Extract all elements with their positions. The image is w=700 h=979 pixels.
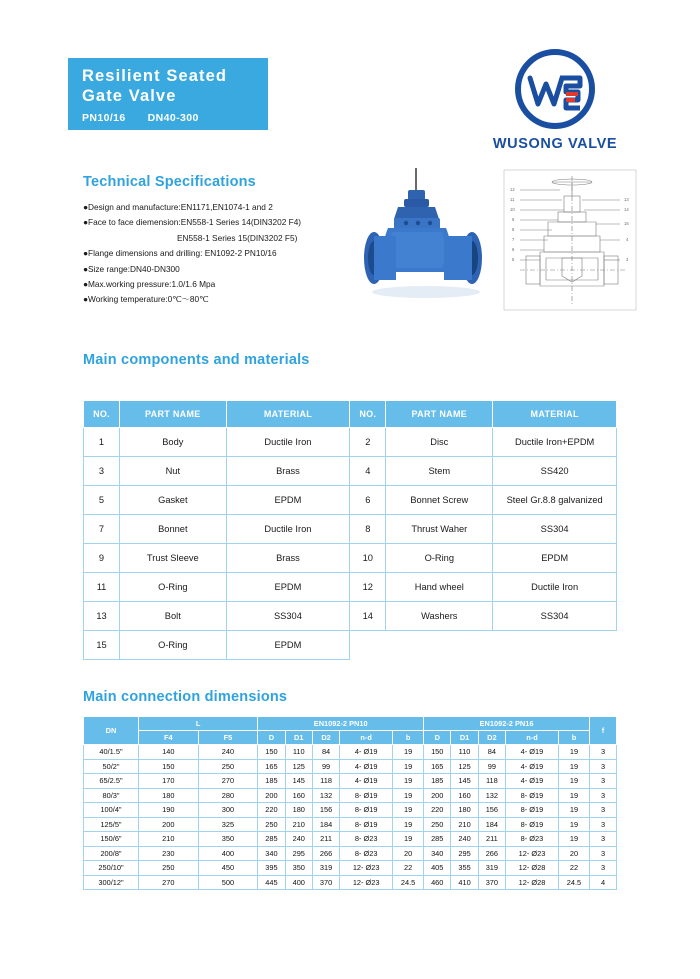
cell-d1-16: 145 <box>451 774 478 789</box>
svg-text:13: 13 <box>624 197 629 202</box>
cell-dn: 80/3" <box>84 788 139 803</box>
col-f5: F5 <box>198 731 258 745</box>
cell-no: 10 <box>350 544 386 573</box>
table-row <box>84 544 617 573</box>
cell-part: Trust Sleeve <box>120 544 227 573</box>
cell-b-10: 19 <box>393 817 424 832</box>
cell-mat: EPDM <box>226 486 350 515</box>
page-header <box>0 0 700 150</box>
cell-d2-16: 156 <box>478 803 505 818</box>
cell-no: 4 <box>350 457 386 486</box>
cell-mat: Ductile Iron <box>226 515 350 544</box>
cell-no: 3 <box>84 457 120 486</box>
company-name: WUSONG VALVE <box>492 136 618 152</box>
svg-text:3: 3 <box>626 257 629 262</box>
cell-no: 9 <box>84 544 120 573</box>
cell-d2-16: 266 <box>478 846 505 861</box>
cell-f4: 150 <box>139 759 199 774</box>
cell-mat: Brass <box>226 544 350 573</box>
cell-dn: 40/1.5" <box>84 745 139 760</box>
cell-d2-10: 84 <box>312 745 339 760</box>
cell-d2-10: 319 <box>312 861 339 876</box>
cell-d16: 340 <box>424 846 451 861</box>
cell-nd-16: 8- Ø23 <box>506 832 559 847</box>
svg-text:4: 4 <box>626 237 629 242</box>
cell-part: Nut <box>120 457 227 486</box>
cell-d2-10: 266 <box>312 846 339 861</box>
spec-item: ●Flange dimensions and drilling: EN1092-2 PN10/16 <box>83 248 277 259</box>
cell-f: 3 <box>590 861 617 876</box>
spec-item: ●Design and manufacture:EN1171,EN1074-1 and 2 <box>83 202 273 212</box>
spec-item: ●Size range:DN40-DN300 <box>83 263 180 274</box>
cell-part: Hand wheel <box>386 573 493 602</box>
cell-part: Stem <box>386 457 493 486</box>
cell-d2-10: 99 <box>312 759 339 774</box>
cell-d1-16: 180 <box>451 803 478 818</box>
cell-d16: 185 <box>424 774 451 789</box>
cell-b-10: 19 <box>393 832 424 847</box>
cell-d1-10: 350 <box>285 861 312 876</box>
cell-f4: 210 <box>139 832 199 847</box>
cell-d1-16: 240 <box>451 832 478 847</box>
dimensions-table <box>83 716 617 890</box>
cell-nd-10: 12- Ø23 <box>340 875 393 890</box>
cell-nd-16: 4- Ø19 <box>506 745 559 760</box>
svg-text:6: 6 <box>512 247 515 252</box>
cell-d1-10: 125 <box>285 759 312 774</box>
cell-d2-16: 370 <box>478 875 505 890</box>
cell-d2-10: 118 <box>312 774 339 789</box>
cell-dn: 65/2.5" <box>84 774 139 789</box>
cell-d1-10: 210 <box>285 817 312 832</box>
table-row <box>84 428 617 457</box>
table-row <box>84 788 617 803</box>
col-dn: DN <box>84 717 139 745</box>
cell-d1-16: 295 <box>451 846 478 861</box>
cell-d2-16: 84 <box>478 745 505 760</box>
svg-text:7: 7 <box>512 237 515 242</box>
svg-text:14: 14 <box>624 207 629 212</box>
col-nd-10: n-d <box>340 731 393 745</box>
cell-nd-10: 4- Ø19 <box>340 759 393 774</box>
dn-range: DN40-300 <box>147 112 199 124</box>
cell-mat: SS304 <box>226 602 350 631</box>
cell-d10: 285 <box>258 832 285 847</box>
cell-f: 3 <box>590 817 617 832</box>
cell-no: 14 <box>350 602 386 631</box>
cell-d10: 200 <box>258 788 285 803</box>
cell-f4: 170 <box>139 774 199 789</box>
cell-part: Bonnet <box>120 515 227 544</box>
table-header-group-row <box>84 717 617 731</box>
table-row <box>84 875 617 890</box>
cell-d1-16: 355 <box>451 861 478 876</box>
cell-b-10: 19 <box>393 788 424 803</box>
cell-part: O-Ring <box>386 544 493 573</box>
col-mat-2: MATERIAL <box>493 401 617 428</box>
cell-b-10: 22 <box>393 861 424 876</box>
table-row <box>84 457 617 486</box>
cell-f: 4 <box>590 875 617 890</box>
cell-f5: 400 <box>198 846 258 861</box>
cell-nd-16: 4- Ø19 <box>506 774 559 789</box>
spec-item: ●Max.working pressure:1.0/1.6 Mpa <box>83 279 216 290</box>
cell-f: 3 <box>590 803 617 818</box>
cell-mat: SS420 <box>493 457 617 486</box>
cell-part: Disc <box>386 428 493 457</box>
table-row <box>84 817 617 832</box>
cell-b-16: 19 <box>558 759 589 774</box>
cell-d1-16: 110 <box>451 745 478 760</box>
cell-nd-16: 12- Ø23 <box>506 846 559 861</box>
cell-mat: Ductile Iron <box>226 428 350 457</box>
col-d1-10: D1 <box>285 731 312 745</box>
table-row <box>84 745 617 760</box>
cell-no: 7 <box>84 515 120 544</box>
product-title-line1: Resilient Seated <box>82 67 228 85</box>
cell-d1-10: 180 <box>285 803 312 818</box>
product-title-sub <box>82 112 258 124</box>
cell-no: 15 <box>84 631 120 660</box>
col-b-10: b <box>393 731 424 745</box>
cell-mat: Steel Gr.8.8 galvanized <box>493 486 617 515</box>
col-nd-16: n-d <box>506 731 559 745</box>
cell-f4: 200 <box>139 817 199 832</box>
cell-part: Body <box>120 428 227 457</box>
table-row <box>84 861 617 876</box>
table-row <box>84 759 617 774</box>
col-part-1: PART NAME <box>120 401 227 428</box>
spec-item-continuation: EN558-1 Series 15(DIN3202 F5) <box>177 232 298 243</box>
cell-nd-10: 8- Ø19 <box>340 817 393 832</box>
cell-d16: 200 <box>424 788 451 803</box>
spec-item: ●Working temperature:0℃～80℃ <box>83 294 209 305</box>
cell-mat: EPDM <box>226 631 350 660</box>
cell-mat: EPDM <box>493 544 617 573</box>
cell-nd-10: 4- Ø19 <box>340 745 393 760</box>
cell-d1-10: 160 <box>285 788 312 803</box>
technical-specifications-list <box>83 200 383 308</box>
col-group-pn10: EN1092-2 PN10 <box>258 717 424 731</box>
cell-mat: EPDM <box>226 573 350 602</box>
cell-dn: 300/12" <box>84 875 139 890</box>
cell-f4: 190 <box>139 803 199 818</box>
svg-text:8: 8 <box>512 227 515 232</box>
col-part-2: PART NAME <box>386 401 493 428</box>
cell-dn: 100/4" <box>84 803 139 818</box>
col-f4: F4 <box>139 731 199 745</box>
svg-text:12: 12 <box>510 187 515 192</box>
cell-f4: 230 <box>139 846 199 861</box>
cell-f5: 270 <box>198 774 258 789</box>
cell-d1-16: 210 <box>451 817 478 832</box>
cell-empty <box>350 631 386 660</box>
cell-d10: 250 <box>258 817 285 832</box>
col-d-16: D <box>424 731 451 745</box>
product-photo <box>348 166 508 321</box>
cell-d10: 165 <box>258 759 285 774</box>
cell-dn: 150/6" <box>84 832 139 847</box>
table-row <box>84 803 617 818</box>
cell-b-16: 19 <box>558 788 589 803</box>
cell-d16: 285 <box>424 832 451 847</box>
cell-d10: 445 <box>258 875 285 890</box>
cell-d10: 220 <box>258 803 285 818</box>
cell-d1-16: 125 <box>451 759 478 774</box>
main-connection-dimensions-heading: Main connection dimensions <box>83 689 288 705</box>
cell-part: Bolt <box>120 602 227 631</box>
cell-b-10: 19 <box>393 745 424 760</box>
cell-no: 12 <box>350 573 386 602</box>
cell-f4: 250 <box>139 861 199 876</box>
col-group-pn16: EN1092-2 PN16 <box>424 717 590 731</box>
col-d2-16: D2 <box>478 731 505 745</box>
cell-b-10: 20 <box>393 846 424 861</box>
cell-b-16: 19 <box>558 832 589 847</box>
cell-empty <box>493 631 617 660</box>
cell-b-10: 24.5 <box>393 875 424 890</box>
cell-d1-16: 410 <box>451 875 478 890</box>
cell-d1-10: 145 <box>285 774 312 789</box>
cell-d2-16: 132 <box>478 788 505 803</box>
table-row <box>84 774 617 789</box>
cell-b-10: 19 <box>393 759 424 774</box>
table-row <box>84 832 617 847</box>
cell-d10: 395 <box>258 861 285 876</box>
cell-f5: 350 <box>198 832 258 847</box>
cell-f4: 270 <box>139 875 199 890</box>
cell-b-16: 19 <box>558 803 589 818</box>
cell-nd-16: 12- Ø28 <box>506 861 559 876</box>
table-row <box>84 631 617 660</box>
cell-d16: 460 <box>424 875 451 890</box>
col-f: f <box>590 717 617 745</box>
col-group-l: L <box>139 717 258 731</box>
cell-nd-16: 4- Ø19 <box>506 759 559 774</box>
col-mat-1: MATERIAL <box>226 401 350 428</box>
cell-nd-10: 8- Ø23 <box>340 832 393 847</box>
svg-text:11: 11 <box>510 197 515 202</box>
cell-empty <box>386 631 493 660</box>
cell-b-16: 19 <box>558 745 589 760</box>
cell-d16: 250 <box>424 817 451 832</box>
cell-f: 3 <box>590 846 617 861</box>
cell-dn: 250/10" <box>84 861 139 876</box>
cell-mat: Ductile Iron+EPDM <box>493 428 617 457</box>
cell-f4: 180 <box>139 788 199 803</box>
technical-drawing <box>500 166 640 321</box>
cell-d16: 220 <box>424 803 451 818</box>
cell-nd-16: 8- Ø19 <box>506 803 559 818</box>
cell-part: Thrust Waher <box>386 515 493 544</box>
cell-b-16: 20 <box>558 846 589 861</box>
cell-dn: 50/2" <box>84 759 139 774</box>
cell-part: O-Ring <box>120 573 227 602</box>
cell-nd-10: 12- Ø23 <box>340 861 393 876</box>
cell-d2-16: 319 <box>478 861 505 876</box>
svg-text:5: 5 <box>512 257 515 262</box>
cell-d2-10: 132 <box>312 788 339 803</box>
cell-no: 6 <box>350 486 386 515</box>
cell-dn: 200/8" <box>84 846 139 861</box>
cell-d1-10: 240 <box>285 832 312 847</box>
cell-mat: SS304 <box>493 515 617 544</box>
product-title-line2: Gate Valve <box>82 87 177 105</box>
cell-mat: SS304 <box>493 602 617 631</box>
main-components-heading: Main components and materials <box>83 352 310 368</box>
cell-d2-10: 370 <box>312 875 339 890</box>
cell-b-16: 19 <box>558 774 589 789</box>
cell-f5: 280 <box>198 788 258 803</box>
cell-f5: 500 <box>198 875 258 890</box>
col-no-1: NO. <box>84 401 120 428</box>
cell-d10: 185 <box>258 774 285 789</box>
cell-mat: Brass <box>226 457 350 486</box>
table-row <box>84 515 617 544</box>
wusong-logo-icon <box>514 48 596 130</box>
cell-no: 11 <box>84 573 120 602</box>
cell-f5: 240 <box>198 745 258 760</box>
cell-f: 3 <box>590 759 617 774</box>
product-title-box <box>68 58 268 130</box>
cell-d2-16: 184 <box>478 817 505 832</box>
svg-text:10: 10 <box>510 207 515 212</box>
col-d-10: D <box>258 731 285 745</box>
cell-b-10: 19 <box>393 803 424 818</box>
cell-f: 3 <box>590 788 617 803</box>
technical-specifications-heading: Technical Specifications <box>83 174 256 190</box>
spec-item: ●Face to face diemension:EN558-1 Series 14(DIN3202 F4) <box>83 217 302 228</box>
cell-f5: 450 <box>198 861 258 876</box>
table-header-row <box>84 401 617 428</box>
cell-no: 2 <box>350 428 386 457</box>
cell-d2-16: 118 <box>478 774 505 789</box>
svg-text:15: 15 <box>624 221 629 226</box>
cell-nd-10: 8- Ø19 <box>340 803 393 818</box>
cell-no: 13 <box>84 602 120 631</box>
cell-nd-10: 4- Ø19 <box>340 774 393 789</box>
cell-f: 3 <box>590 832 617 847</box>
cell-d2-10: 184 <box>312 817 339 832</box>
cell-d1-10: 400 <box>285 875 312 890</box>
cell-part: O-Ring <box>120 631 227 660</box>
svg-text:9: 9 <box>512 217 515 222</box>
cell-f: 3 <box>590 774 617 789</box>
cell-d2-16: 99 <box>478 759 505 774</box>
cell-dn: 125/5" <box>84 817 139 832</box>
col-d2-10: D2 <box>312 731 339 745</box>
cell-b-10: 19 <box>393 774 424 789</box>
col-d1-16: D1 <box>451 731 478 745</box>
pn-range: PN10/16 <box>82 112 126 124</box>
components-table <box>83 400 617 660</box>
cell-no: 8 <box>350 515 386 544</box>
cell-d16: 150 <box>424 745 451 760</box>
table-row <box>84 602 617 631</box>
table-row <box>84 846 617 861</box>
cell-f: 3 <box>590 745 617 760</box>
cell-d2-10: 156 <box>312 803 339 818</box>
col-no-2: NO. <box>350 401 386 428</box>
cell-f5: 325 <box>198 817 258 832</box>
cell-nd-10: 8- Ø23 <box>340 846 393 861</box>
cell-part: Washers <box>386 602 493 631</box>
cell-d10: 340 <box>258 846 285 861</box>
col-b-16: b <box>558 731 589 745</box>
cell-part: Bonnet Screw <box>386 486 493 515</box>
cell-d1-16: 160 <box>451 788 478 803</box>
cell-nd-10: 8- Ø19 <box>340 788 393 803</box>
cell-d10: 150 <box>258 745 285 760</box>
cell-d16: 405 <box>424 861 451 876</box>
cell-f5: 250 <box>198 759 258 774</box>
cell-part: Gasket <box>120 486 227 515</box>
cell-b-16: 24.5 <box>558 875 589 890</box>
cell-f4: 140 <box>139 745 199 760</box>
company-logo <box>470 48 640 152</box>
table-row <box>84 573 617 602</box>
cell-nd-16: 8- Ø19 <box>506 788 559 803</box>
cell-d2-16: 211 <box>478 832 505 847</box>
cell-b-16: 19 <box>558 817 589 832</box>
cell-nd-16: 8- Ø19 <box>506 817 559 832</box>
cell-b-16: 22 <box>558 861 589 876</box>
cell-no: 1 <box>84 428 120 457</box>
cell-d16: 165 <box>424 759 451 774</box>
table-row <box>84 486 617 515</box>
cell-d2-10: 211 <box>312 832 339 847</box>
cell-d1-10: 295 <box>285 846 312 861</box>
cell-d1-10: 110 <box>285 745 312 760</box>
cell-f5: 300 <box>198 803 258 818</box>
table-header-sub-row <box>84 731 617 745</box>
cell-mat: Ductile Iron <box>493 573 617 602</box>
cell-nd-16: 12- Ø28 <box>506 875 559 890</box>
cell-no: 5 <box>84 486 120 515</box>
